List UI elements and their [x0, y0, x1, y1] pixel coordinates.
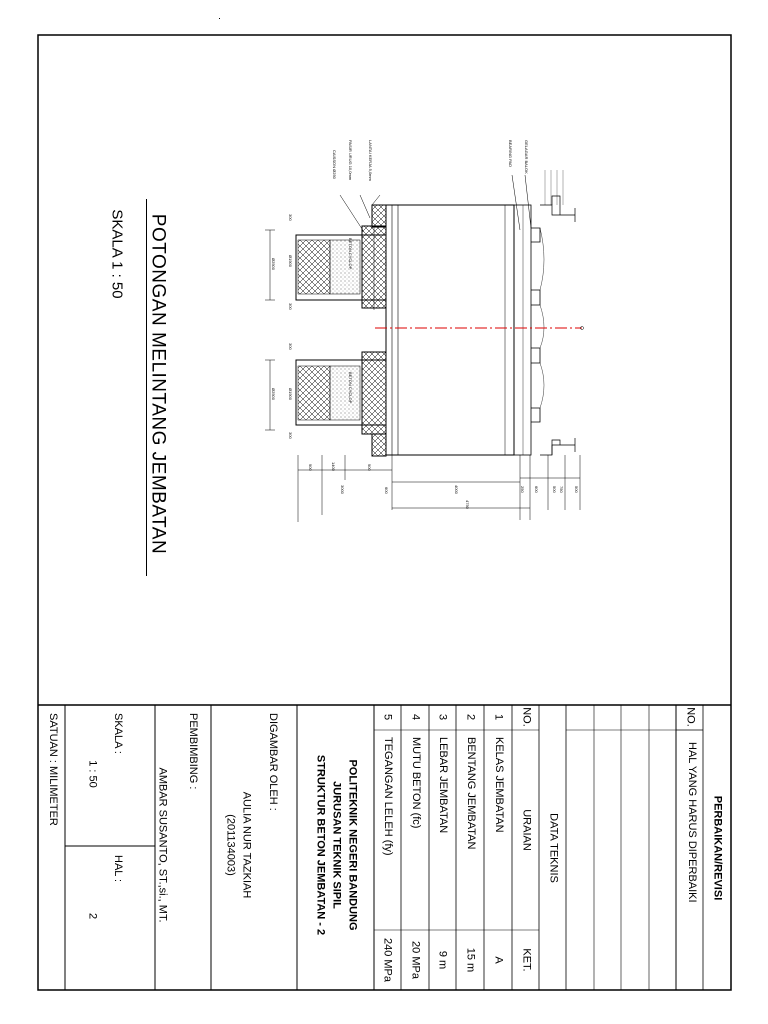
railing-left [540, 170, 575, 222]
scale-label: SKALA : [112, 713, 124, 754]
callout-bearing-pad: BEARING PAD [508, 140, 513, 168]
revision-col-item: HAL YANG HARUS DIPERBAIKI [686, 742, 698, 903]
technical-row-3-value: 9 m [436, 950, 449, 970]
technical-row-4-desc: MUTU BETON (fc) [410, 737, 422, 829]
dim-pile-right-bottom: 300 [288, 432, 293, 439]
leader-lines [340, 175, 531, 232]
technical-row-5-desc: TEGANGAN LELEH (fy) [382, 737, 394, 856]
technical-row-1-value: A [492, 956, 505, 964]
technical-data-heading: DATA TEKNIS [547, 813, 560, 883]
dim-bottom-6: 4750 [465, 500, 470, 509]
institution-department: JURUSAN TEKNIK SIPIL [330, 781, 343, 909]
dim-bottom-3: 3000 [340, 485, 345, 494]
dim-pile-left-dia-outer: Ø2500 [271, 258, 276, 271]
page-value: 2 [86, 912, 99, 920]
revision-col-no: NO. [684, 707, 697, 727]
institution-name: POLITEKNIK NEGERI BANDUNG [346, 759, 359, 931]
drawing-scale: SKALA 1 : 50 [108, 209, 126, 299]
dim-pile-right-dia-outer: Ø2500 [271, 388, 276, 401]
drawing-title: POTONGAN MELINTANG JEMBATAN [147, 213, 169, 555]
technical-row-3-desc: LEBAR JEMBATAN [437, 737, 449, 834]
girder-beams [531, 228, 544, 422]
technical-row-1-desc: KELAS JEMBATAN [493, 737, 505, 833]
technical-row-5-value: 240 MPa [381, 937, 394, 983]
callout-caisson: CAISSON Ø250 [332, 150, 337, 179]
abutment-left [296, 205, 386, 310]
technical-col-desc: URAIAN [520, 809, 533, 851]
dim-bottom-1: 1400 [331, 462, 336, 471]
supervisor-label: PEMBIMBING : [187, 713, 199, 790]
technical-row-3-no: 3 [436, 713, 449, 721]
course-title: STRUKTUR BETON JEMBATAN - 2 [314, 754, 327, 936]
drawing-title-underline [146, 199, 147, 576]
drawn-by-id: (201134003) [224, 814, 237, 876]
dim-bottom-4: 600 [384, 487, 389, 494]
technical-row-4-value: 20 MPa [409, 941, 422, 979]
technical-row-2-value: 15 m [464, 947, 477, 973]
revision-heading: PERBAIKAN/REVISI [711, 795, 724, 901]
technical-row-2-no: 2 [464, 713, 477, 721]
dim-pile-left-bottom: 300 [288, 303, 293, 310]
callout-pasir-urug: PASIR URUG 10,0mm [348, 140, 353, 181]
dim-bottom-0: 900 [308, 464, 313, 471]
abutment-right [296, 352, 386, 456]
technical-col-note: KET. [520, 948, 533, 972]
technical-col-no: NO. [520, 707, 533, 727]
dim-bottom-9: 500 [552, 486, 557, 493]
dim-bottom-2: 900 [367, 464, 372, 471]
dim-bottom-5: 4000 [454, 485, 459, 494]
dim-bottom-8: 600 [534, 486, 539, 493]
dim-pile-right-top: 300 [288, 343, 293, 350]
page-label: HAL : [112, 855, 124, 883]
technical-row-2-desc: BENTANG JEMBATAN [465, 737, 477, 850]
technical-row-5-no: 5 [381, 713, 394, 721]
dim-bottom-7: 250 [520, 486, 525, 493]
dim-bottom-11: 500 [574, 486, 579, 493]
dim-pile-right-dia-inner: Ø1900 [288, 388, 293, 401]
technical-row-1-no: 1 [492, 713, 505, 721]
railing-right [540, 438, 575, 455]
callout-gelagar-balok: GELAGAR BALOK [524, 140, 529, 174]
callout-cyclop-right: BETON CYCLOP [348, 372, 353, 404]
callout-cyclop-left: BETON CYCLOP [348, 238, 353, 270]
drawn-by-label: DIGAMBAR OLEH : [267, 713, 279, 811]
dim-pile-left-top: 300 [288, 214, 293, 221]
units-note: SATUAN : MILIMETER [47, 713, 59, 826]
scale-value: 1 : 50 [86, 760, 99, 788]
callout-lantai-kerja: LANTAI KERJA 5,0mm [368, 140, 373, 181]
technical-row-4-no: 4 [409, 713, 422, 721]
drawn-by-name: AULIA NUR TAZKIAH [240, 791, 253, 899]
dim-bottom-10: 750 [559, 486, 564, 493]
supervisor-name: AMBAR SUSANTO, ST.,si., MT. [156, 767, 169, 923]
dim-pile-left-dia-inner: Ø1900 [288, 255, 293, 268]
